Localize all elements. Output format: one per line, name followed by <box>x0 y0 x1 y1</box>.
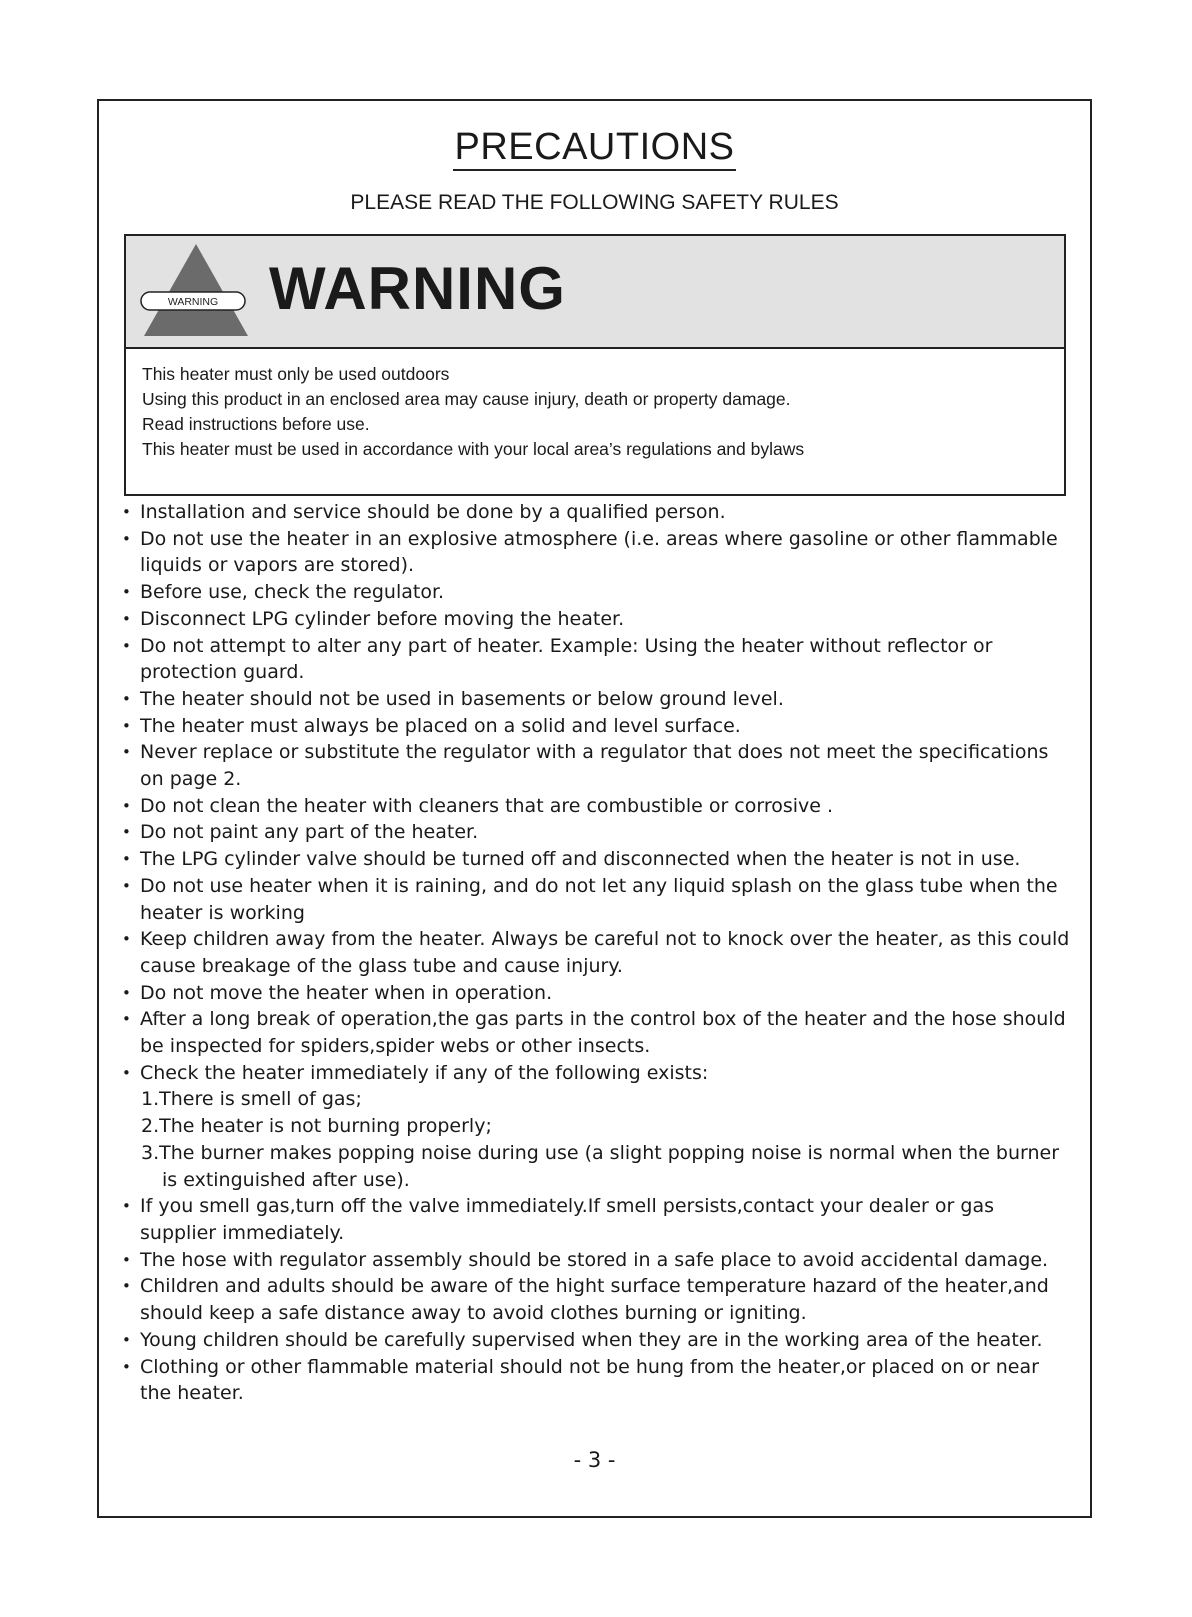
warning-title: WARNING <box>269 255 566 322</box>
rule-item: • The heater should not be used in basements or below ground level. <box>120 686 1076 713</box>
page-title: PRECAUTIONS <box>99 126 1090 169</box>
rule-item: • Children and adults should be aware of the hight surface temperature hazard of the heater,and should keep a safe distance away to avoid clothes burning or igniting. <box>120 1273 1076 1326</box>
rule-item: • Do not use the heater in an explosive atmosphere (i.e. areas where gasoline or other flammable liquids or vapors are stored). <box>120 526 1076 579</box>
rule-item: • Before use, check the regulator. <box>120 579 1076 606</box>
check-condition: 2.The heater is not burning properly; <box>141 1115 492 1138</box>
warning-line: This heater must only be used outdoors <box>142 364 450 384</box>
rule-item: • Check the heater immediately if any of the following exists: <box>120 1060 1076 1087</box>
warning-box <box>124 234 1066 496</box>
rule-item: • After a long break of operation,the gas parts in the control box of the heater and the hose should be inspected for spiders,spider webs or other insects. <box>120 1006 1076 1059</box>
warning-icon-label: WARNING <box>167 296 219 308</box>
rule-item: • Do not attempt to alter any part of heater. Example: Using the heater without reflector or protection guard. <box>120 633 1076 686</box>
safety-rules-list <box>120 499 1076 1407</box>
warning-line: This heater must be used in accordance with your local area’s regulations and bylaws <box>142 439 805 459</box>
warning-text <box>142 362 1048 462</box>
check-condition: 1.There is smell of gas; <box>141 1088 362 1111</box>
page-number: - 3 - <box>573 1448 616 1472</box>
rule-item: • The LPG cylinder valve should be turned off and disconnected when the heater is not in use. <box>120 846 1076 873</box>
check-condition: 3.The burner makes popping noise during use (a slight popping noise is normal when the burner is extinguished after use). <box>141 1141 1060 1191</box>
rule-item: • Young children should be carefully supervised when they are in the working area of the heater. <box>120 1327 1076 1354</box>
rule-item: • Disconnect LPG cylinder before moving the heater. <box>120 606 1076 633</box>
rule-item: • Installation and service should be done by a qualified person. <box>120 499 1076 526</box>
rule-item: • Never replace or substitute the regulator with a regulator that does not meet the specifications on page 2. <box>120 739 1076 792</box>
rule-item: • Clothing or other flammable material should not be hung from the heater,or placed on or near the heater. <box>120 1354 1076 1407</box>
page-subtitle: PLEASE READ THE FOLLOWING SAFETY RULES <box>350 191 839 214</box>
rule-item: • Do not clean the heater with cleaners that are combustible or corrosive . <box>120 793 1076 820</box>
warning-line: Using this product in an enclosed area may cause injury, death or property damage. <box>142 389 791 409</box>
page-frame <box>97 99 1092 1518</box>
rule-item: • Do not move the heater when in operation. <box>120 980 1076 1007</box>
warning-header <box>126 236 1064 349</box>
warning-triangle-icon <box>140 240 252 340</box>
rule-item: • Keep children away from the heater. Always be careful not to knock over the heater, as this could cause breakage of the glass tube and cause injury. <box>120 926 1076 979</box>
rule-item: • The heater must always be placed on a solid and level surface. <box>120 713 1076 740</box>
rule-item: • Do not paint any part of the heater. <box>120 819 1076 846</box>
rule-item: • The hose with regulator assembly should be stored in a safe place to avoid accidental damage. <box>120 1247 1076 1274</box>
rule-item: • If you smell gas,turn off the valve immediately.If smell persists,contact your dealer or gas supplier immediately. <box>120 1193 1076 1246</box>
warning-line: Read instructions before use. <box>142 414 370 434</box>
rule-item: • Do not use heater when it is raining, and do not let any liquid splash on the glass tube when the heater is working <box>120 873 1076 926</box>
